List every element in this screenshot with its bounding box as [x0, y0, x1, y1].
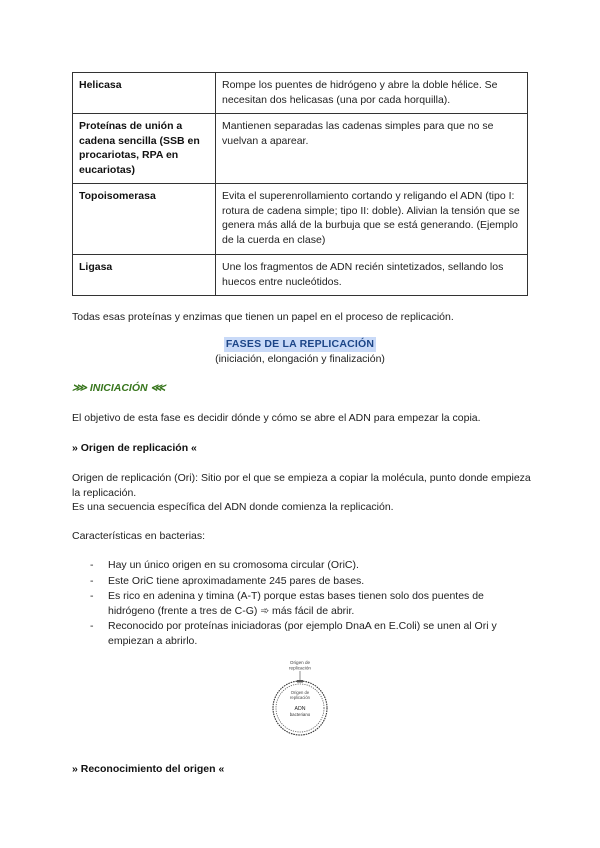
table-row [73, 73, 528, 114]
table-cell-desc: Une los fragmentos de ADN recién sintetizados, sellando los huecos entre nucleótidos. [216, 255, 528, 296]
enzyme-table [72, 72, 528, 296]
iniciacion-heading: ⋙ INICIACIÓN ⋘ [72, 382, 166, 394]
table-row [73, 114, 528, 184]
list-item: - Reconocido por proteínas iniciadoras (por ejemplo DnaA en E.Coli) se unen al Ori y empiezan a abrirlo. [90, 620, 497, 647]
table-cell-desc: Evita el superenrollamiento cortando y religando el ADN (tipo I: rotura de cadena simple; tipo II: doble). Alivian la tensión que se genera más allá de la burbuja que se está generando. (Ejemplo de la cuerda en clase) [216, 184, 528, 255]
table-cell-name: Ligasa [73, 255, 216, 296]
diagram-center-label-1: ADN [294, 706, 306, 712]
diagram-inner-label-1: Origen de [290, 690, 310, 695]
table-cell-name: Helicasa [73, 73, 216, 114]
table-cell-name: Proteínas de unión a cadena sencilla (SSB en procariotas, RPA en eucariotas) [73, 114, 216, 184]
diagram-inner-label-2: replicación [289, 695, 311, 700]
phases-title: FASES DE LA REPLICACIÓN [225, 338, 375, 350]
table-cell-desc: Rompe los puentes de hidrógeno y abre la doble hélice. Se necesitan dos helicasas (una por cada horquilla). [216, 73, 528, 114]
origin-marker [297, 680, 303, 683]
origen-heading: » Origen de replicación « [72, 442, 197, 454]
bacteria-label: Características en bacterias: [72, 530, 206, 542]
diagram-center-label-2: bacteriano [289, 712, 311, 717]
diagram-top-label-1: Origen de [289, 660, 311, 665]
list-item: - Es rico en adenina y timina (A-T) porque estas bases tienen solo dos puentes de hidrógeno (frente a tres de C-G) ➾ más fácil de abrir. [90, 590, 484, 617]
list-item: - Este OriC tiene aproximadamente 245 pares de bases. [90, 574, 365, 587]
bacteria-list [90, 558, 530, 649]
phases-title-line [0, 337, 600, 352]
phases-subtitle: (iniciación, elongación y finalización) [215, 353, 385, 365]
table-cell-name: Topoisomerasa [73, 184, 216, 255]
diagram-top-label-2: replicación [289, 665, 311, 671]
table-row [73, 184, 528, 255]
iniciacion-objective: El objetivo de esta fase es decidir dónde y cómo se abre el ADN para empezar la copia. [72, 412, 481, 424]
intro-sentence: Todas esas proteínas y enzimas que tienen un papel en el proceso de replicación. [72, 311, 454, 323]
list-item: - Hay un único origen en su cromosoma circular (OriC). [90, 559, 359, 571]
reconocimiento-heading: » Reconocimiento del origen « [72, 763, 225, 775]
origen-definition: Origen de replicación (Ori): Sitio por el que se empieza a copiar la molécula, punto donde empieza la replicación. [72, 472, 531, 499]
origen-sequence: Es una secuencia específica del ADN donde comienza la replicación. [72, 501, 394, 513]
table-cell-desc: Mantienen separadas las cadenas simples para que no se vuelvan a aparear. [216, 114, 528, 184]
bacterial-dna-diagram [264, 658, 336, 738]
table-row [73, 255, 528, 296]
